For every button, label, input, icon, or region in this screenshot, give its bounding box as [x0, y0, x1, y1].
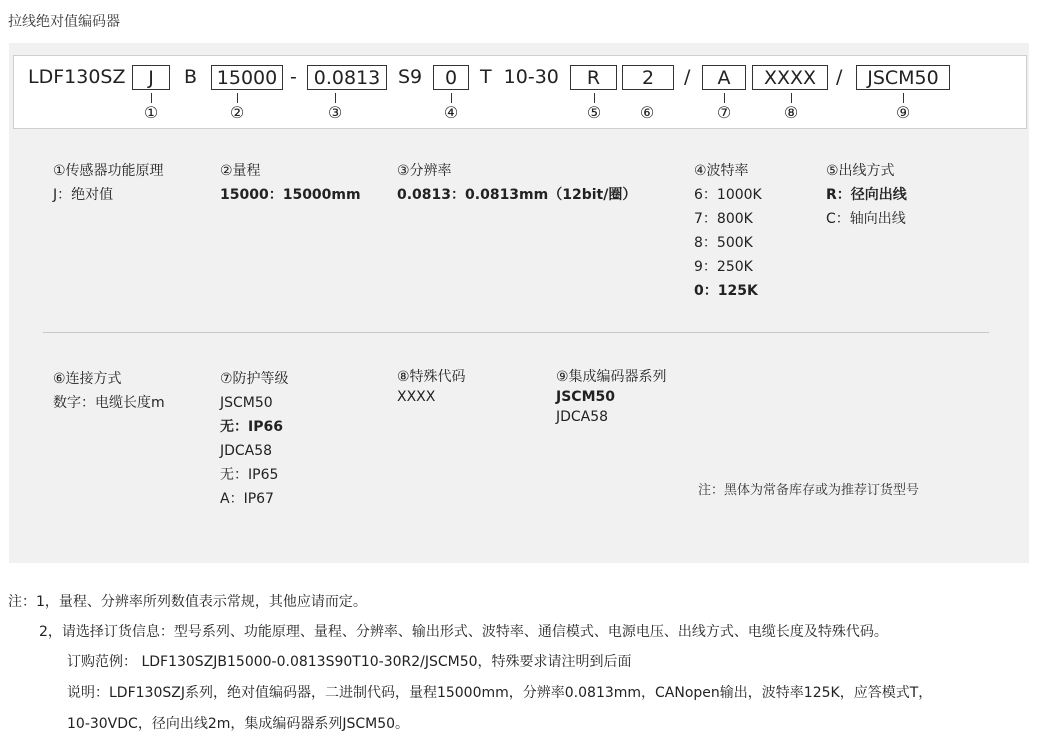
section-heading: ⑦防护等级 [220, 371, 289, 387]
section-line: 6：1000K [694, 187, 762, 203]
code-field-5: R [570, 65, 617, 90]
tick-7 [724, 93, 725, 103]
section-line: 15000：15000mm [220, 187, 361, 203]
section-line: 无：IP66 [220, 419, 283, 435]
code-dash: - [290, 66, 297, 88]
code-prefix: LDF130SZ [28, 66, 126, 88]
tick-2 [237, 93, 238, 103]
marker-2: ② [229, 103, 245, 122]
section-line: 无：IP65 [220, 467, 279, 483]
section-line: 0：125K [694, 283, 758, 299]
section-line: JDCA58 [220, 443, 273, 459]
section-line: 0.0813：0.0813mm（12bit/圈） [397, 187, 637, 203]
section-protection [220, 367, 289, 511]
section-line: 9：250K [694, 259, 753, 275]
tick-5 [594, 93, 595, 103]
code-t-voltage: T 10-30 [480, 66, 559, 88]
model-code-bar [13, 55, 1027, 129]
stock-note: 注：黑体为常备库存或为推荐订货型号 [698, 483, 920, 498]
marker-4: ④ [443, 103, 459, 122]
section-encoder-series [556, 367, 667, 427]
section-line: 数字：电缆长度m [53, 395, 165, 411]
code-field-2: 15000 [211, 65, 283, 90]
tick-3 [335, 93, 336, 103]
code-field-8: XXXX [752, 65, 828, 90]
section-line: C：轴向出线 [826, 211, 906, 227]
section-connection [53, 367, 165, 415]
tick-4 [451, 93, 452, 103]
section-heading: ④波特率 [694, 163, 749, 179]
section-heading: ⑥连接方式 [53, 371, 122, 387]
section-line: R：径向出线 [826, 187, 907, 203]
section-heading: ②量程 [220, 163, 261, 179]
code-field-7: A [702, 65, 746, 90]
section-heading: ⑧特殊代码 [397, 369, 466, 385]
note-description-cont: 10-30VDC，径向出线2m，集成编码器系列JSCM50。 [67, 716, 410, 732]
section-divider [43, 332, 989, 333]
code-field-1: J [132, 65, 170, 90]
section-resolution [397, 159, 636, 207]
section-line: JSCM50 [556, 389, 615, 405]
code-field-4: 0 [433, 65, 469, 90]
marker-6: ⑥ [639, 103, 655, 122]
section-cable-exit [826, 159, 907, 231]
section-line: A：IP67 [220, 491, 274, 507]
section-heading: ③分辨率 [397, 163, 452, 179]
marker-7: ⑦ [716, 103, 732, 122]
tick-8 [791, 93, 792, 103]
section-line: XXXX [397, 389, 436, 405]
section-line: JDCA58 [556, 409, 609, 425]
tick-9 [903, 93, 904, 103]
section-range [220, 159, 361, 207]
marker-3: ③ [327, 103, 343, 122]
section-heading: ⑤出线方式 [826, 163, 895, 179]
code-s9: S9 [398, 66, 423, 88]
code-field-3: 0.0813 [307, 65, 387, 90]
code-field-9: JSCM50 [856, 65, 950, 90]
section-line: 8：500K [694, 235, 753, 251]
note-2: 2，请选择订货信息：型号系列、功能原理、量程、分辨率、输出形式、波特率、通信模式、电源电压、出线方式、电缆长度及特殊代码。 [39, 624, 888, 640]
marker-8: ⑧ [783, 103, 799, 122]
tick-1 [151, 93, 152, 103]
code-letter-b: B [184, 66, 198, 88]
page-title: 拉线绝对值编码器 [8, 14, 120, 30]
marker-5: ⑤ [586, 103, 602, 122]
section-function [53, 159, 164, 207]
section-special-code [397, 367, 466, 407]
section-line: J：绝对值 [53, 187, 114, 203]
section-line: JSCM50 [220, 395, 273, 411]
code-slash-1: / [684, 66, 691, 88]
section-heading: ①传感器功能原理 [53, 163, 164, 179]
code-field-6: 2 [622, 65, 674, 90]
section-baudrate [694, 159, 762, 303]
section-heading: ⑨集成编码器系列 [556, 369, 667, 385]
marker-1: ① [143, 103, 159, 122]
note-description: 说明：LDF130SZJ系列，绝对值编码器，二进制代码，量程15000mm，分辨率0.0813mm，CANopen输出，波特率125K，应答模式T， [67, 685, 933, 701]
note-1: 注：1，量程、分辨率所列数值表示常规，其他应请而定。 [8, 594, 367, 610]
code-slash-2: / [836, 66, 843, 88]
section-line: 7：800K [694, 211, 753, 227]
marker-9: ⑨ [895, 103, 911, 122]
note-order-example: 订购范例： LDF130SZJB15000-0.0813S90T10-30R2/JSCM50，特殊要求请注明到后面 [67, 654, 632, 670]
